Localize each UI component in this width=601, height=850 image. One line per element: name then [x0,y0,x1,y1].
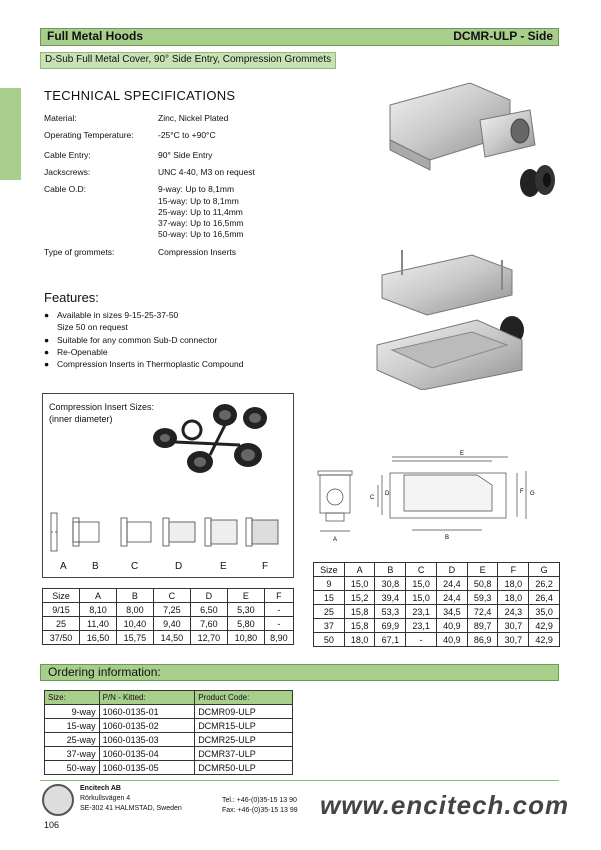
dim-label-c: C [370,495,375,501]
dim-label-f: F [520,489,524,495]
table-cell: 15,0 [406,591,437,605]
table-cell: 9-way [45,705,100,719]
table-cell: 23,1 [406,605,437,619]
spec-value-material: Zinc, Nickel Plated [158,113,229,123]
table-cell: 24,4 [436,591,467,605]
table-cell: DCMR15-ULP [195,719,293,733]
spec-value-cable-od-50: 50-way: Up to 16,5mm [158,229,244,239]
table-cell: 89,7 [467,619,498,633]
table-header: P/N - Kitted: [99,691,195,705]
table-cell: 1060-0135-05 [99,761,195,775]
table-header: C [153,589,190,603]
table-header: D [190,589,227,603]
table-cell: 72,4 [467,605,498,619]
table-cell: 15,0 [344,577,375,591]
table-row [45,761,293,775]
table-cell: 18,0 [344,633,375,647]
fax-number: Fax: +46-(0)35-15 13 99 [222,807,298,814]
table-cell: 9,40 [153,617,190,631]
grommet-photo [520,165,555,197]
table-cell: 6,50 [190,603,227,617]
table-cell: 30,8 [375,577,406,591]
footer-address [80,784,182,814]
bullet-icon: ● [44,359,50,369]
dim-label-b: B [444,535,450,541]
product-series-title: DCMR-ULP - Side [453,29,553,43]
table-row [314,577,560,591]
spec-value-grommets: Compression Inserts [158,247,236,257]
dim-label-e: E [459,451,465,457]
table-row [314,619,560,633]
table-cell: 53,3 [375,605,406,619]
bullet-icon: ● [44,310,50,320]
table-cell: 7,25 [153,603,190,617]
table-cell: 11,40 [79,617,116,631]
table-cell: 30,7 [498,633,529,647]
insert-letter-c: C [131,561,139,572]
table-cell: 25-way [45,733,100,747]
table-cell: 10,80 [227,631,264,645]
spec-value-jackscrews: UNC 4-40, M3 on request [158,167,255,177]
table-cell: 15,2 [344,591,375,605]
table-cell: 5,30 [227,603,264,617]
spec-label-grommets: Type of grommets: [44,247,115,257]
insert-box-subtitle: (inner diameter) [49,414,113,424]
insert-box-title: Compression Insert Sizes: [49,402,155,412]
table-cell: 8,90 [264,631,293,645]
table-cell: 5,80 [227,617,264,631]
table-header: Size [314,563,345,577]
spec-value-cable-od-15: 15-way: Up to 8,1mm [158,196,239,206]
feature-item: ● Available in sizes 9-15-25-37-50 [44,310,179,320]
table-cell: 15,8 [344,619,375,633]
table-header: Size: [45,691,100,705]
table-cell: DCMR50-ULP [195,761,293,775]
table-header: B [375,563,406,577]
table-row [43,617,294,631]
table-cell: 16,50 [79,631,116,645]
ordering-title: Ordering information: [48,665,161,679]
spec-label-cable-od: Cable O.D: [44,184,87,194]
footer-divider [40,780,559,781]
city-address: SE-302 41 HALMSTAD, Sweden [80,805,182,812]
table-cell: - [264,617,293,631]
table-cell: 50-way [45,761,100,775]
features-title: Features: [44,290,99,305]
table-row [45,719,293,733]
phone-number: Tel.: +46-(0)35-15 13 90 [222,797,297,804]
specs-title: TECHNICAL SPECIFICATIONS [44,88,236,103]
table-row [314,591,560,605]
table-cell: 15-way [45,719,100,733]
table-cell: DCMR25-ULP [195,733,293,747]
table-header: E [467,563,498,577]
bullet-icon: ● [44,335,50,345]
table-row [45,747,293,761]
spec-value-cable-entry: 90° Side Entry [158,150,213,160]
table-row [43,631,294,645]
table-cell: 50 [314,633,345,647]
spec-label-cable-entry: Cable Entry: [44,150,91,160]
insert-diameter-table [42,588,294,645]
website-url[interactable]: www.encitech.com [320,790,570,820]
insert-letter-d: D [175,561,183,572]
dim-label-d: D [385,491,390,497]
table-header-row [43,589,294,603]
table-cell: 42,9 [529,619,560,633]
spec-label-temperature: Operating Temperature: [44,130,134,140]
table-cell: 15,0 [406,577,437,591]
feature-item: ● Compression Inserts in Thermoplastic Compound [44,359,244,369]
spec-value-cable-od-37: 37-way: Up to 16,5mm [158,218,244,228]
table-row [43,603,294,617]
side-tab-marker [0,88,21,180]
spec-value-cable-od: 9-way: Up to 8,1mm [158,184,235,194]
table-cell: 23,1 [406,619,437,633]
table-cell: 10,40 [116,617,153,631]
table-header: G [529,563,560,577]
page-title: Full Metal Hoods [47,29,143,43]
table-cell: 15 [314,591,345,605]
table-header: A [344,563,375,577]
table-cell: 37/50 [43,631,80,645]
table-cell: 8,00 [116,603,153,617]
table-cell: 40,9 [436,619,467,633]
table-cell: 26,2 [529,577,560,591]
hood-assembled-photo [380,75,560,205]
table-header: A [79,589,116,603]
table-cell: - [406,633,437,647]
dim-label-a: A [332,537,338,543]
subtitle: D-Sub Full Metal Cover, 90° Side Entry, Compression Grommets [45,54,332,65]
table-row [45,705,293,719]
table-cell: 15,8 [344,605,375,619]
feature-item: ● Suitable for any common Sub-D connector [44,335,218,345]
insert-letter-f: F [262,561,269,572]
table-cell: DCMR09-ULP [195,705,293,719]
table-cell: - [264,603,293,617]
footer-contact [222,796,298,816]
table-cell: 37-way [45,747,100,761]
table-cell: 24,4 [436,577,467,591]
table-cell: 26,4 [529,591,560,605]
table-header-row [45,691,293,705]
table-cell: 18,0 [498,577,529,591]
hood-exploded-photo [372,250,562,390]
dimension-table [313,562,560,647]
table-cell: 59,3 [467,591,498,605]
dimension-drawing [312,445,562,557]
table-cell: 67,1 [375,633,406,647]
dim-label-g: G [530,491,535,497]
table-cell: 9/15 [43,603,80,617]
table-cell: 25 [314,605,345,619]
table-cell: 1060-0135-03 [99,733,195,747]
table-cell: 1060-0135-04 [99,747,195,761]
spec-label-jackscrews: Jackscrews: [44,167,91,177]
table-cell: 1060-0135-01 [99,705,195,719]
table-header: Size [43,589,80,603]
insert-profiles-drawing [46,508,290,558]
insert-letter-b: B [92,561,99,572]
page-number: 106 [44,820,60,830]
table-cell: 7,60 [190,617,227,631]
table-cell: 1060-0135-02 [99,719,195,733]
table-cell: 39,4 [375,591,406,605]
table-cell: 15,75 [116,631,153,645]
table-cell: 18,0 [498,591,529,605]
table-cell: 8,10 [79,603,116,617]
ordering-table [44,690,293,775]
table-cell: 69,9 [375,619,406,633]
table-header: C [406,563,437,577]
table-header: F [264,589,293,603]
table-cell: 12,70 [190,631,227,645]
table-cell: 9 [314,577,345,591]
table-header: E [227,589,264,603]
table-row [45,733,293,747]
table-cell: 30,7 [498,619,529,633]
spec-value-temperature: -25°C to +90°C [158,130,216,140]
table-cell: DCMR37-ULP [195,747,293,761]
table-cell: 35,0 [529,605,560,619]
table-cell: 34,5 [436,605,467,619]
table-cell: 86,9 [467,633,498,647]
table-header-row [314,563,560,577]
insert-letter-e: E [220,561,227,572]
grommet-set-photo [140,400,280,480]
table-header: B [116,589,153,603]
table-header: F [498,563,529,577]
table-cell: 25 [43,617,80,631]
feature-item-sub: Size 50 on request [57,322,128,332]
table-cell: 50,8 [467,577,498,591]
table-cell: 42,9 [529,633,560,647]
feature-item: ● Re-Openable [44,347,108,357]
table-header: Product Code: [195,691,293,705]
bullet-icon: ● [44,347,50,357]
company-name: Encitech AB [80,785,121,792]
spec-value-cable-od-25: 25-way: Up to 11,4mm [158,207,243,217]
table-header: D [436,563,467,577]
table-cell: 37 [314,619,345,633]
table-row [314,633,560,647]
table-cell: 40,9 [436,633,467,647]
insert-letter-a: A [60,561,67,572]
table-row [314,605,560,619]
certification-logo-icon [42,784,74,816]
street-address: Rörkullsvägen 4 [80,795,131,802]
spec-label-material: Material: [44,113,77,123]
table-cell: 14,50 [153,631,190,645]
table-cell: 24,3 [498,605,529,619]
